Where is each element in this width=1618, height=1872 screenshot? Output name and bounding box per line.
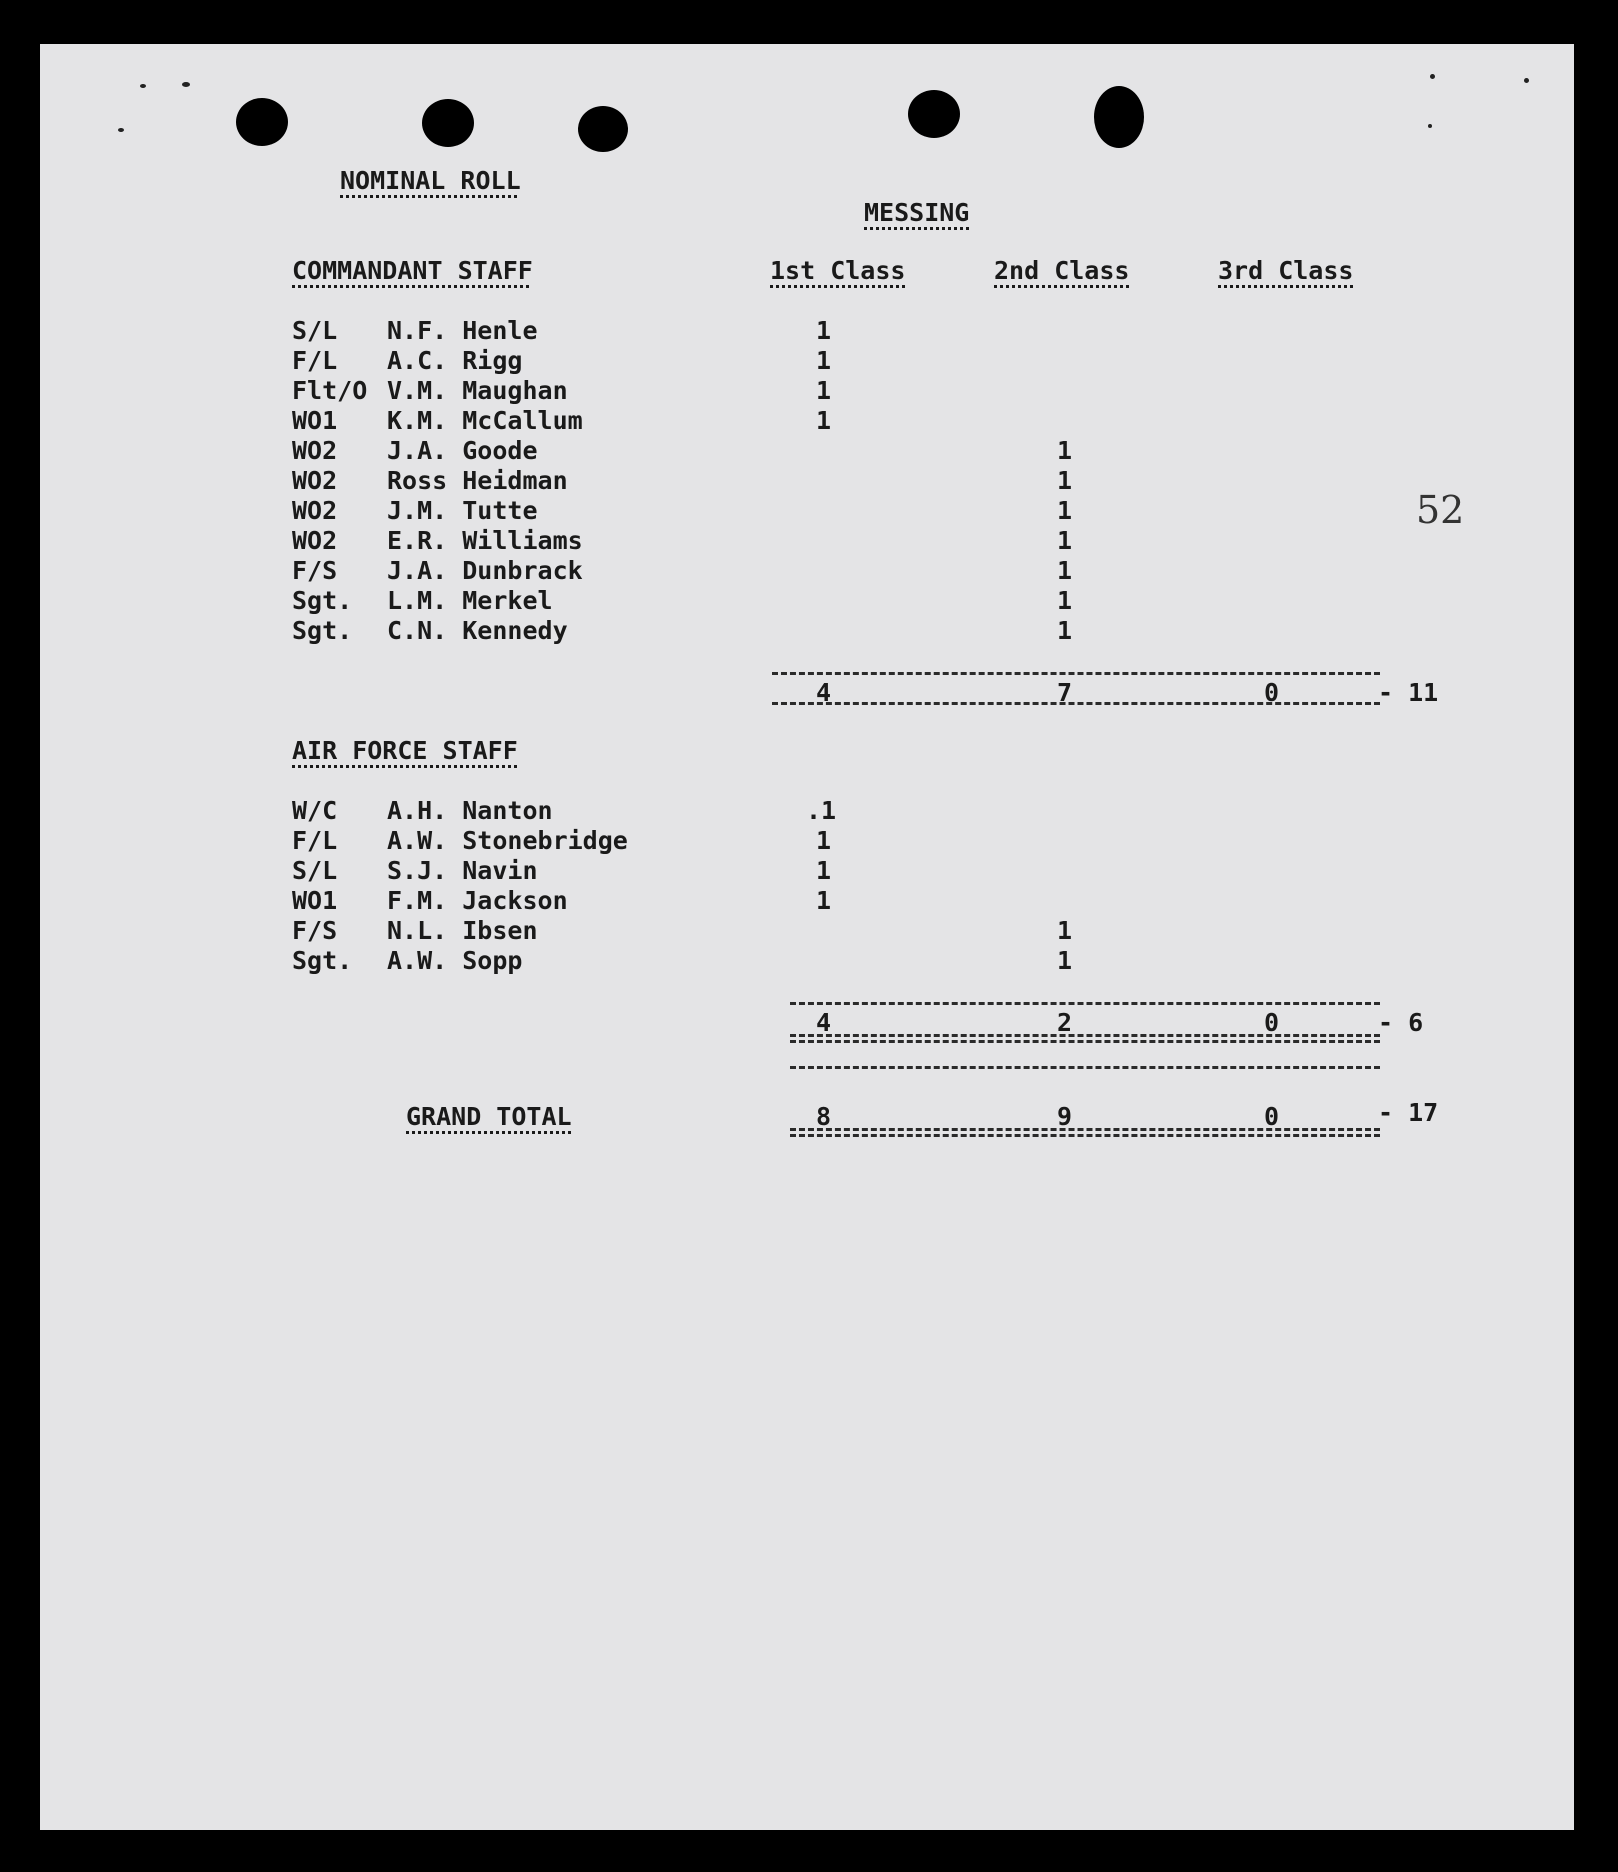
second-class-count: 1 — [1057, 466, 1073, 495]
speck — [140, 84, 146, 88]
total-rule — [790, 1040, 1380, 1043]
rank: WO2 — [292, 466, 338, 495]
punch-hole — [578, 106, 628, 152]
person-name: K.M. McCallum — [387, 406, 583, 435]
column-header-1st-class: 1st Class — [770, 256, 906, 285]
air-force-total-second: 2 — [1057, 1008, 1073, 1037]
person-name: V.M. Maughan — [387, 376, 568, 405]
second-class-count: 1 — [1057, 556, 1073, 585]
second-class-count: 1 — [1057, 526, 1073, 555]
first-class-count: 1 — [816, 346, 832, 375]
person-name: F.M. Jackson — [387, 886, 568, 915]
speck — [1428, 124, 1432, 128]
total-rule — [772, 702, 1380, 705]
rank: WO1 — [292, 886, 338, 915]
first-class-count: 1 — [816, 826, 832, 855]
column-header-3rd-class: 3rd Class — [1218, 256, 1354, 285]
first-class-count: 1 — [816, 856, 832, 885]
air-force-total-first: 4 — [816, 1008, 832, 1037]
grand-total-first: 8 — [816, 1102, 832, 1131]
rank: Sgt. — [292, 586, 353, 615]
punch-hole — [908, 90, 960, 138]
rank: WO1 — [292, 406, 338, 435]
rank: F/S — [292, 916, 338, 945]
rank: WO2 — [292, 526, 338, 555]
person-name: A.W. Stonebridge — [387, 826, 628, 855]
commandant-total-sum: - 11 — [1378, 678, 1439, 707]
document-title: NOMINAL ROLL — [340, 166, 521, 195]
speck — [182, 82, 190, 87]
person-name: N.F. Henle — [387, 316, 538, 345]
document-page — [40, 44, 1574, 1830]
speck — [118, 128, 124, 132]
punch-hole — [422, 99, 474, 147]
second-class-count: 1 — [1057, 496, 1073, 525]
section-heading-commandant: COMMANDANT STAFF — [292, 256, 533, 285]
first-class-count: .1 — [806, 796, 837, 825]
rank: Sgt. — [292, 616, 353, 645]
person-name: A.C. Rigg — [387, 346, 523, 375]
total-rule — [790, 1128, 1380, 1131]
person-name: C.N. Kennedy — [387, 616, 568, 645]
rank: S/L — [292, 316, 338, 345]
grand-total-second: 9 — [1057, 1102, 1073, 1131]
commandant-total-first: 4 — [816, 678, 832, 707]
second-class-count: 1 — [1057, 436, 1073, 465]
total-rule — [772, 672, 1380, 675]
person-name: N.L. Ibsen — [387, 916, 538, 945]
rank: Sgt. — [292, 946, 353, 975]
rank: F/L — [292, 346, 338, 375]
first-class-count: 1 — [816, 316, 832, 345]
second-class-count: 1 — [1057, 586, 1073, 615]
rank: WO2 — [292, 436, 338, 465]
grand-total-sum: - 17 — [1378, 1098, 1439, 1127]
person-name: A.W. Sopp — [387, 946, 523, 975]
rank: F/L — [292, 826, 338, 855]
rank: F/S — [292, 556, 338, 585]
commandant-total-third: 0 — [1264, 678, 1280, 707]
total-rule — [790, 1034, 1380, 1037]
second-class-count: 1 — [1057, 616, 1073, 645]
second-class-count: 1 — [1057, 946, 1073, 975]
first-class-count: 1 — [816, 376, 832, 405]
person-name: J.A. Goode — [387, 436, 538, 465]
air-force-total-third: 0 — [1264, 1008, 1280, 1037]
air-force-total-sum: - 6 — [1378, 1008, 1424, 1037]
speck — [1524, 78, 1529, 83]
total-rule — [790, 1066, 1380, 1069]
person-name: E.R. Williams — [387, 526, 583, 555]
first-class-count: 1 — [816, 406, 832, 435]
grand-total-label: GRAND TOTAL — [406, 1102, 572, 1131]
person-name: J.M. Tutte — [387, 496, 538, 525]
punch-hole — [1094, 86, 1144, 148]
person-name: S.J. Navin — [387, 856, 538, 885]
commandant-total-second: 7 — [1057, 678, 1073, 707]
section-heading-air-force: AIR FORCE STAFF — [292, 736, 518, 765]
total-rule — [790, 1134, 1380, 1137]
speck — [1430, 74, 1435, 79]
grand-total-third: 0 — [1264, 1102, 1280, 1131]
rank: Flt/O — [292, 376, 368, 405]
first-class-count: 1 — [816, 886, 832, 915]
rank: W/C — [292, 796, 338, 825]
second-class-count: 1 — [1057, 916, 1073, 945]
messing-heading: MESSING — [864, 198, 970, 227]
page-number: 52 — [1416, 488, 1465, 532]
total-rule — [790, 1002, 1380, 1005]
column-header-2nd-class: 2nd Class — [994, 256, 1130, 285]
rank: S/L — [292, 856, 338, 885]
rank: WO2 — [292, 496, 338, 525]
person-name: J.A. Dunbrack — [387, 556, 583, 585]
person-name: A.H. Nanton — [387, 796, 553, 825]
person-name: Ross Heidman — [387, 466, 568, 495]
person-name: L.M. Merkel — [387, 586, 553, 615]
punch-hole — [236, 98, 288, 146]
